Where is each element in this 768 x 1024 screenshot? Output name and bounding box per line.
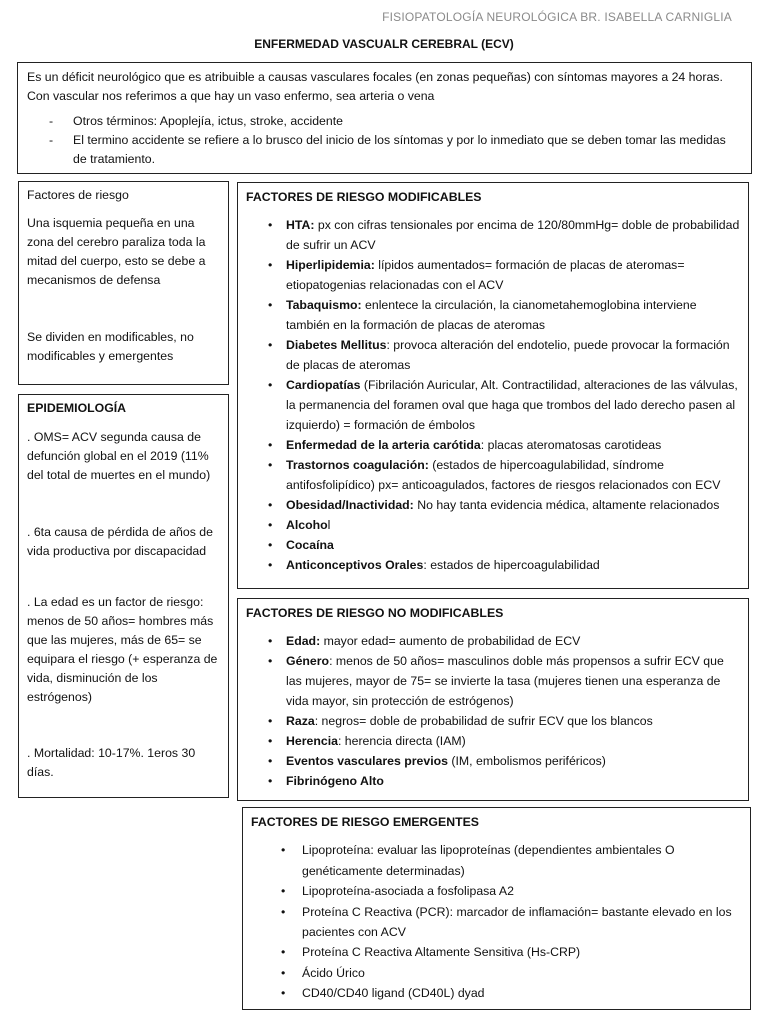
factor-description: (IM, embolismos periféricos) xyxy=(448,754,606,768)
factor-description: (estados de hipercoagulabilidad, síndrome antifosfolipídico) px= anticoagulados, factores de riesgos relacionados con ECV xyxy=(286,458,721,492)
factor-item: • Lipoproteína-asociada a fosfolipasa A2 xyxy=(251,881,742,901)
non-modifiable-factors-title: FACTORES DE RIESGO NO MODIFICABLES xyxy=(246,606,504,620)
intro-item: - El termino accidente se refiere a lo brusco del inicio de los síntomas y por lo inmediato que se deben tomar las medidas de tratamiento. xyxy=(27,131,742,169)
factor-description: : estados de hipercoagulabilidad xyxy=(423,558,600,572)
page-header: FISIOPATOLOGÍA NEUROLÓGICA BR. ISABELLA CARNIGLIA xyxy=(382,10,732,24)
factor-item xyxy=(246,495,740,515)
factor-term: Alcoho xyxy=(286,518,328,532)
factor-description: l xyxy=(327,518,331,532)
epidemiology-paragraph: . Mortalidad: 10-17%. 1eros 30 días. xyxy=(27,746,196,779)
factor-item xyxy=(246,751,740,771)
factor-term: Raza xyxy=(286,714,315,728)
factor-item: • Proteína C Reactiva Altamente Sensitiva (Hs-CRP) xyxy=(251,942,742,962)
epidemiology-paragraph: . La edad es un factor de riesgo: menos de 50 años= hombres más que las mujeres, más de 65= se equipara el riesgo (+ esperanza de vida, disminución de los estrógenos) xyxy=(27,595,218,704)
factor-description: : provoca alteración del endotelio, puede provocar la formación de placas de ateromas xyxy=(286,338,730,372)
intro-list xyxy=(27,112,742,169)
epidemiology-paragraph: . OMS= ACV segunda causa de defunción global en el 2019 (11% del total de muertes en el mundo) xyxy=(27,430,211,482)
risk-factors-paragraph: Una isquemia pequeña en una zona del cerebro paraliza toda la mitad del cuerpo, esto se debe a mecanismos de defensa xyxy=(27,216,206,287)
factor-term: Diabetes Mellitus xyxy=(286,338,387,352)
non-modifiable-factors-box xyxy=(237,598,749,801)
non-modifiable-factors-list xyxy=(246,631,740,791)
factor-description: : negros= doble de probabilidad de sufrir ECV que los blancos xyxy=(314,714,653,728)
factor-item xyxy=(246,651,740,711)
factor-item: • CD40/CD40 ligand (CD40L) dyad xyxy=(251,983,742,1003)
intro-item: - Otros términos: Apoplejía, ictus, stroke, accidente xyxy=(27,112,742,131)
factor-term: Edad: xyxy=(286,634,321,648)
factor-item xyxy=(246,215,740,255)
factor-item xyxy=(246,455,740,495)
factor-description: : herencia directa (IAM) xyxy=(337,734,466,748)
factor-term: Cocaína xyxy=(286,538,334,552)
intro-text: Es un déficit neurológico que es atribuible a causas vasculares focales (en zonas pequeñas) con síntomas mayores a 24 horas. Con vascular nos referimos a que hay un vaso enfermo, sea arteria o vena xyxy=(27,70,723,103)
emerging-factors-title: FACTORES DE RIESGO EMERGENTES xyxy=(251,815,479,829)
factor-term: Fibrinógeno Alto xyxy=(286,774,384,788)
factor-description: No hay tanta evidencia médica, altamente relacionados xyxy=(413,498,720,512)
factor-description: mayor edad= aumento de probabilidad de ECV xyxy=(320,634,581,648)
factor-item xyxy=(246,731,740,751)
factor-item xyxy=(246,555,740,575)
modifiable-factors-list xyxy=(246,215,740,575)
modifiable-factors-box xyxy=(237,182,749,589)
risk-factors-paragraph: Se dividen en modificables, no modificables y emergentes xyxy=(27,330,194,363)
factor-term: Trastornos coagulación: xyxy=(286,458,429,472)
factor-term: Cardiopatías xyxy=(286,378,361,392)
factor-item xyxy=(246,435,740,455)
emerging-factors-list xyxy=(251,840,742,1003)
factor-term: Género xyxy=(286,654,330,668)
intro-box xyxy=(17,62,752,174)
factor-term: Herencia xyxy=(286,734,338,748)
epidemiology-box xyxy=(18,394,229,798)
factor-item xyxy=(246,535,740,555)
factor-term: Tabaquismo: xyxy=(286,298,362,312)
factor-item xyxy=(246,711,740,731)
factor-item xyxy=(246,631,740,651)
factor-description: px con cifras tensionales por encima de 120/80mmHg= doble de probabilidad de sufrir un ACV xyxy=(286,218,740,252)
factor-item xyxy=(246,255,740,295)
factor-item: • Lipoproteína: evaluar las lipoproteínas (dependientes ambientales O genéticamente determinadas) xyxy=(251,840,742,881)
factor-term: Obesidad/Inactividad: xyxy=(286,498,414,512)
factor-term: Eventos vasculares previos xyxy=(286,754,448,768)
factor-term: HTA: xyxy=(286,218,315,232)
factor-description: : menos de 50 años= masculinos doble más propensos a sufrir ECV que las mujeres, mayor de 75= se invierte la tasa (mujeres tienen una esperanza de vida mayor, sin protección de estrógenos) xyxy=(286,654,724,708)
emerging-factors-box xyxy=(242,807,751,1010)
factor-term: Hiperlipidemia: xyxy=(286,258,375,272)
factor-term: Anticonceptivos Orales xyxy=(286,558,424,572)
document-title: ENFERMEDAD VASCUALR CEREBRAL (ECV) xyxy=(254,37,514,51)
factor-description: lípidos aumentados= formación de placas de ateromas= etiopatogenias relacionadas con el ACV xyxy=(286,258,685,292)
factor-item: • Ácido Úrico xyxy=(251,963,742,983)
factor-term: Enfermedad de la arteria carótida xyxy=(286,438,481,452)
factor-item xyxy=(246,515,740,535)
factor-description: : placas ateromatosas carotideas xyxy=(480,438,662,452)
risk-factors-title: Factores de riesgo xyxy=(27,188,129,202)
factor-description: enlentece la circulación, la cianometahemoglobina interviene también en la formación de placas de ateromas xyxy=(286,298,697,332)
epidemiology-title: EPIDEMIOLOGÍA xyxy=(27,401,127,415)
modifiable-factors-title: FACTORES DE RIESGO MODIFICABLES xyxy=(246,190,482,204)
risk-factors-box xyxy=(18,181,229,385)
factor-item xyxy=(246,295,740,335)
factor-item: • Proteína C Reactiva (PCR): marcador de inflamación= bastante elevado en los pacientes con ACV xyxy=(251,902,742,943)
factor-item xyxy=(246,375,740,435)
factor-item xyxy=(246,771,740,791)
factor-item xyxy=(246,335,740,375)
factor-description: (Fibrilación Auricular, Alt. Contractilidad, alteraciones de las válvulas, la permanencia del foramen oval que haga que trombos del lado derecho pasen al izquierdo) = formación de émbolos xyxy=(286,378,738,432)
epidemiology-paragraph: . 6ta causa de pérdida de años de vida productiva por discapacidad xyxy=(27,525,213,558)
